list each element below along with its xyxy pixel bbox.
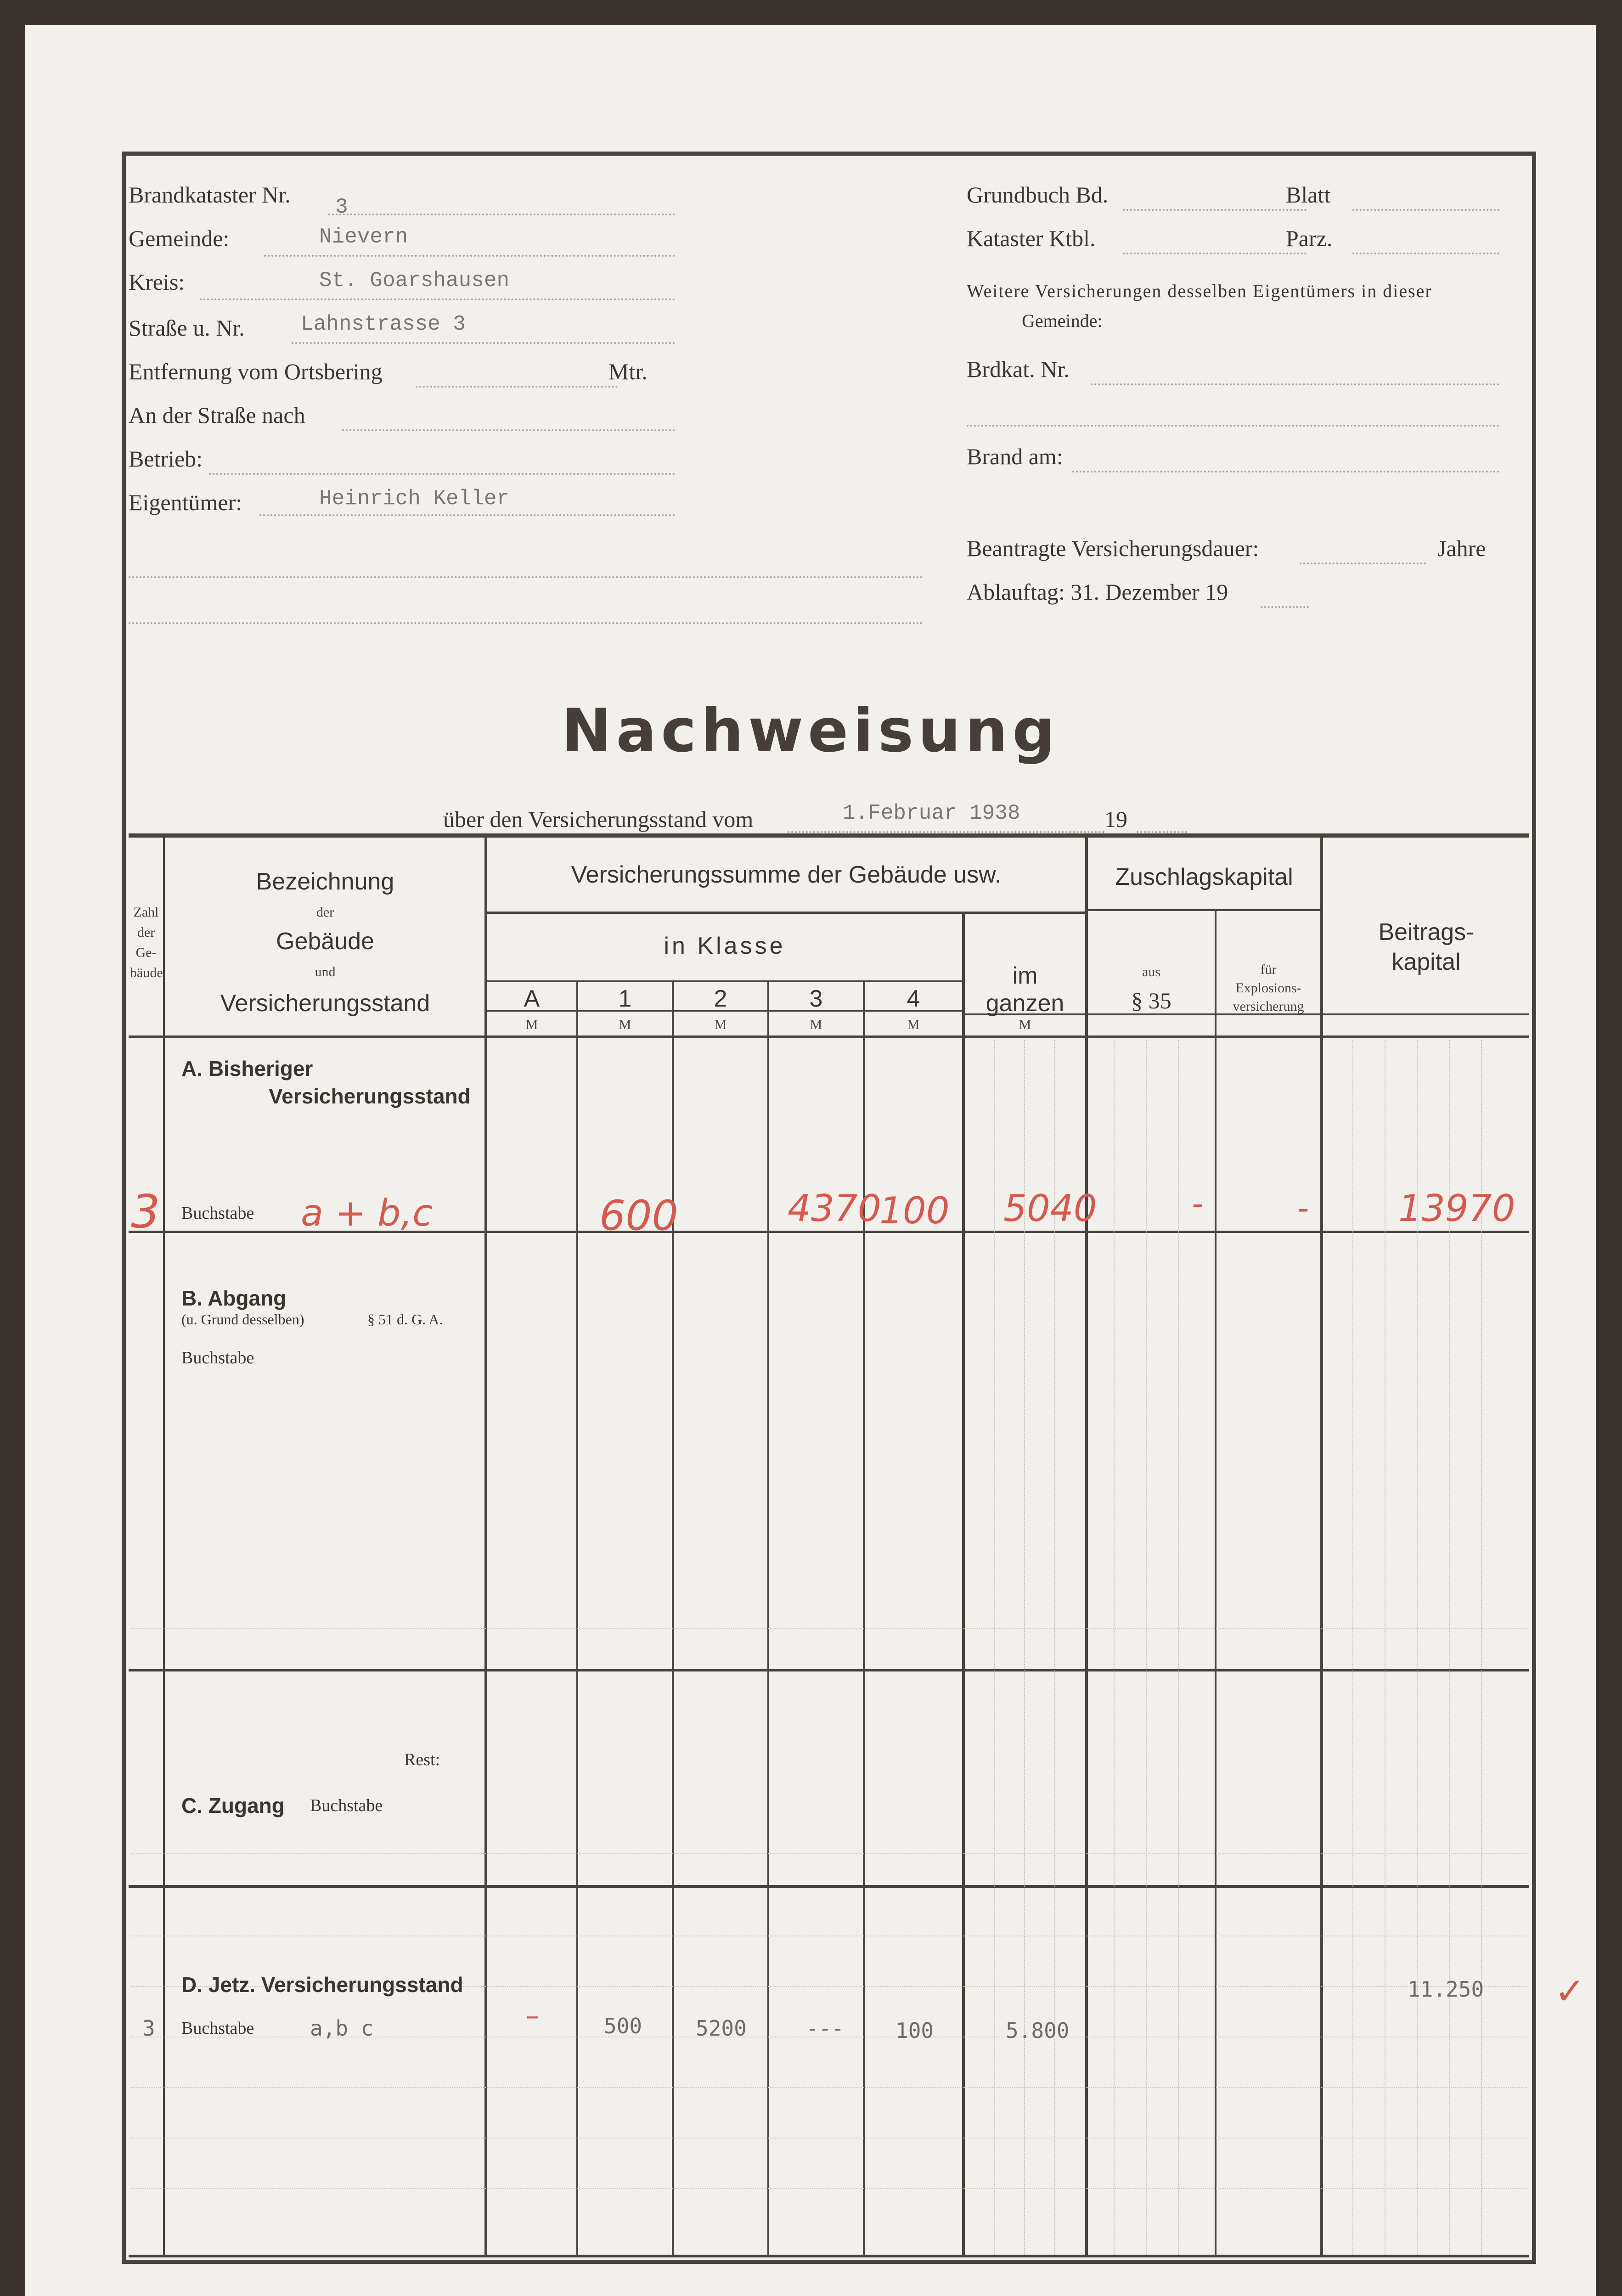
col-1-right	[672, 980, 674, 2257]
row-a-par35: -	[1192, 1185, 1204, 1222]
col-4-right	[962, 912, 965, 2257]
unit-4: M	[907, 1017, 920, 1032]
row-a-explosion: -	[1297, 1189, 1309, 1227]
im-ganzen-1: im	[1012, 962, 1038, 989]
section-c-buchstabe: Buchstabe	[310, 1796, 383, 1815]
dauer-unit: Jahre	[1437, 535, 1486, 561]
section-b-title: B. Abgang	[181, 1286, 287, 1310]
row-d-k4: 100	[895, 2018, 934, 2043]
weitere-line-1: Weitere Versicherungen desselben Eigentümers in dieser	[967, 281, 1432, 301]
col-par35-right	[1215, 909, 1216, 2257]
par35-header: § 35	[1131, 988, 1171, 1013]
klasse-2: 2	[714, 985, 727, 1012]
dauer-label: Beantragte Versicherungsdauer:	[967, 535, 1259, 561]
unit-3: M	[810, 1017, 822, 1032]
zuschlag-divider	[1086, 909, 1320, 911]
klasse-divider	[486, 912, 1086, 914]
ledger-line	[1114, 1040, 1115, 2255]
grundbuch-label: Grundbuch Bd.	[967, 182, 1109, 208]
beitrags-header-2: kapital	[1391, 949, 1461, 975]
klasse-A: A	[524, 985, 540, 1012]
zahl-header-3: Ge-	[135, 945, 157, 960]
section-c-bottom	[129, 1885, 1529, 1888]
row-d-ganzen: 5.800	[1006, 2018, 1070, 2043]
brdkat-label: Brdkat. Nr.	[967, 356, 1070, 382]
section-d-title: D. Jetz. Versicherungsstand	[181, 1973, 463, 1997]
bez-header-2: der	[316, 905, 334, 920]
col-bez-right	[484, 836, 487, 2257]
unit-1: M	[619, 1017, 631, 1032]
strasse-value: Lahnstrasse 3	[301, 312, 466, 336]
row-d-buchstabe: a,b c	[310, 2016, 374, 2041]
gemeinde-label: Gemeinde:	[129, 225, 230, 251]
row-a-zahl: 3	[131, 1185, 160, 1238]
section-a-buchstabe: Buchstabe	[181, 1204, 254, 1223]
section-b-par: § 51 d. G. A.	[367, 1311, 443, 1328]
versicherungssumme-header: Versicherungssumme der Gebäude usw.	[571, 861, 1002, 888]
ledger-line	[1146, 1040, 1147, 2255]
col-explosion-right	[1320, 836, 1323, 2257]
row-rule	[131, 1628, 1527, 1629]
row-a-buchstabe: a + b,c	[301, 1192, 433, 1234]
row-a-k1: 600	[599, 1192, 678, 1240]
strasse-nach-label: An der Straße nach	[129, 402, 305, 428]
rest-label: Rest:	[404, 1750, 440, 1769]
zuschlag-header: Zuschlagskapital	[1115, 864, 1293, 890]
explosions-1: Explosions-	[1235, 980, 1301, 996]
row-rule	[131, 1853, 1527, 1854]
row-rule	[131, 2087, 1527, 2088]
row-d-k2: 5200	[696, 2016, 747, 2041]
weitere-line-2: Gemeinde:	[1022, 310, 1103, 331]
ledger-line	[994, 1040, 995, 2255]
unit-ganzen: M	[1019, 1017, 1031, 1032]
ledger-line	[1178, 1040, 1179, 2255]
klasse-1: 1	[618, 985, 632, 1012]
bez-header-4: und	[315, 964, 336, 979]
col-3-right	[863, 980, 865, 2257]
check-mark-icon: ✓	[1554, 1970, 1586, 2013]
row-d-kA: –	[526, 2000, 540, 2032]
row-a-k4: 100	[879, 1189, 950, 1232]
col-ganzen-right	[1085, 836, 1088, 2257]
aus-label: aus	[1142, 964, 1160, 979]
zahl-header-4: bäude	[130, 965, 163, 980]
document-title: Nachweisung	[561, 696, 1060, 765]
parz-label: Parz.	[1286, 225, 1333, 251]
gemeinde-value: Nievern	[319, 225, 408, 249]
row-d-beitrag: 11.250	[1408, 1977, 1484, 2002]
zahl-header-1: Zahl	[133, 905, 159, 920]
fuer-label: für	[1260, 962, 1277, 977]
table-top-border	[129, 833, 1529, 838]
table-bottom	[129, 2255, 1529, 2257]
section-a-title-1: A. Bisheriger	[181, 1057, 313, 1080]
zahl-header-2: der	[137, 925, 155, 940]
klasse-letter-divider	[486, 980, 964, 982]
klasse-4: 4	[907, 985, 920, 1012]
section-c-title: C. Zugang	[181, 1794, 285, 1818]
brand-label: Brand am:	[967, 444, 1063, 469]
subtitle-date: 1.Februar 1938	[843, 801, 1020, 825]
section-b-sub: (u. Grund desselben)	[181, 1311, 304, 1328]
row-d-k3: ---	[806, 2016, 845, 2041]
col-2-right	[767, 980, 769, 2257]
document-sheet	[25, 25, 1596, 2296]
section-a-title-2: Versicherungsstand	[269, 1084, 471, 1108]
betrieb-label: Betrieb:	[129, 446, 203, 472]
entfernung-unit: Mtr.	[608, 359, 648, 384]
unit-A: M	[525, 1017, 538, 1032]
bez-header-5: Versicherungsstand	[220, 990, 430, 1017]
kataster-label: Kataster Ktbl.	[967, 225, 1096, 251]
beitrags-header-1: Beitrags-	[1378, 919, 1474, 945]
strasse-label: Straße u. Nr.	[129, 315, 245, 341]
eigentuemer-value: Heinrich Keller	[319, 487, 510, 511]
kreis-label: Kreis:	[129, 269, 185, 295]
blatt-label: Blatt	[1286, 182, 1331, 208]
zahl-header	[130, 902, 162, 983]
section-b-bottom	[129, 1669, 1529, 1671]
row-d-zahl: 3	[142, 2016, 155, 2041]
ledger-line	[1352, 1040, 1353, 2255]
eigentuemer-label: Eigentümer:	[129, 490, 242, 515]
bez-header-3: Gebäude	[276, 928, 374, 955]
subtitle-year: 19	[1104, 806, 1127, 832]
section-d-buchstabe: Buchstabe	[181, 2019, 254, 2038]
row-a-ganzen: 5040	[1003, 1187, 1097, 1230]
subtitle-label: über den Versicherungsstand vom	[443, 806, 754, 832]
row-a-beitrag: 13970	[1398, 1187, 1515, 1230]
kreis-value: St. Goarshausen	[319, 269, 510, 293]
section-b-buchstabe: Buchstabe	[181, 1348, 254, 1367]
in-klasse-header: in Klasse	[664, 933, 786, 959]
bez-header-1: Bezeichnung	[256, 868, 394, 895]
entfernung-label: Entfernung vom Ortsbering	[129, 359, 383, 384]
col-A-right	[576, 980, 578, 2257]
ablauf-label: Ablauftag: 31. Dezember 19	[967, 579, 1228, 605]
row-rule	[131, 2188, 1527, 2189]
col-zahl-right	[163, 836, 165, 2257]
klasse-3: 3	[809, 985, 823, 1012]
brandkataster-value: 3	[335, 195, 348, 219]
header-bottom-border	[129, 1035, 1529, 1038]
explosions-2: versicherung	[1233, 999, 1304, 1014]
unit-2: M	[714, 1017, 727, 1032]
row-a-k3: 4370	[788, 1187, 881, 1230]
im-ganzen-2: ganzen	[986, 990, 1064, 1017]
brandkataster-label: Brandkataster Nr.	[129, 182, 291, 208]
row-d-k1: 500	[604, 2014, 642, 2038]
